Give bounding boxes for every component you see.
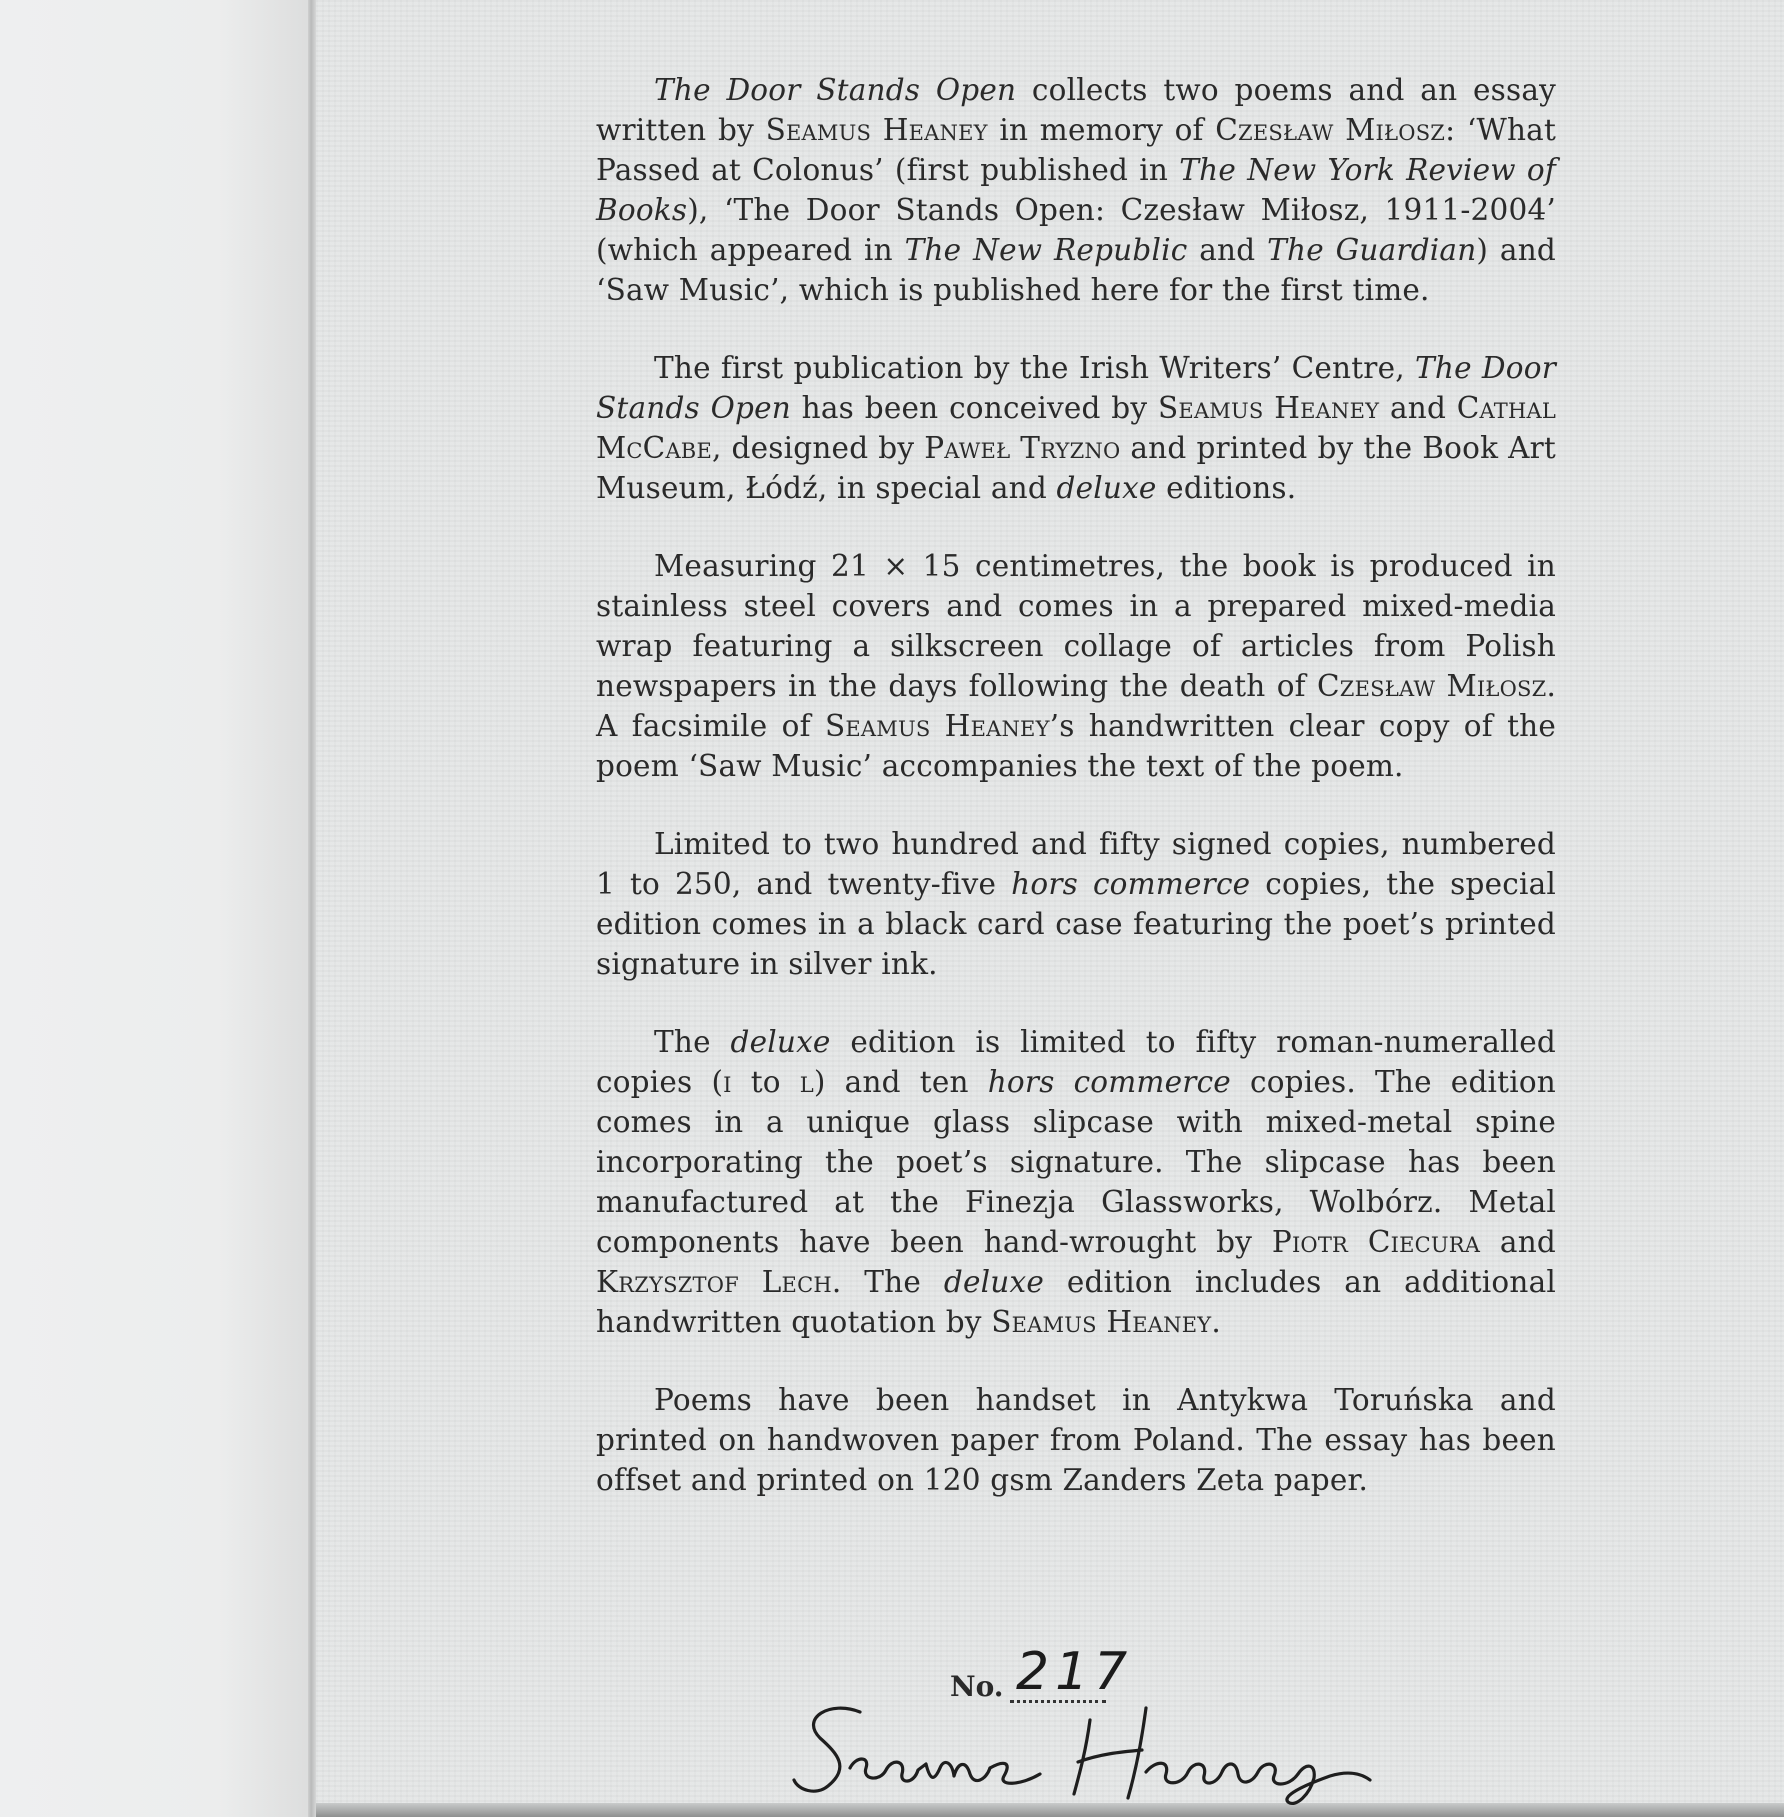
paragraph-text: Poems have been handset in Antykwa Toruńska and printed on handwoven paper from Poland. The essay has been offset and printed on 120 gsm Zanders Zeta paper.	[596, 1383, 1556, 1497]
small-caps-name: Czesław Miłosz	[1317, 669, 1547, 703]
small-caps-name: Seamus Heaney	[1158, 391, 1380, 425]
colophon-paragraph	[596, 70, 1556, 310]
italic-text: deluxe	[943, 1265, 1044, 1299]
paragraph-text: edition is limited to fifty roman-numeralled copies (	[596, 1025, 1556, 1099]
italic-text: The Door Stands Open	[654, 73, 1017, 107]
small-caps-name: Seamus Heaney	[991, 1305, 1212, 1339]
small-caps-name: Krzysztof Lech	[596, 1265, 832, 1299]
small-caps-name: l	[799, 1065, 814, 1099]
italic-text: deluxe	[730, 1025, 831, 1059]
left-facing-page	[0, 0, 312, 1817]
paragraph-text: , designed by	[711, 431, 925, 465]
colophon-paragraph	[596, 1380, 1556, 1500]
paragraph-text: The first publication by the Irish Writers’ Centre,	[654, 351, 1416, 385]
paragraph-text: ) and ‘Saw Music’, which is published here for the first time.	[596, 233, 1556, 307]
number-label: No.	[950, 1670, 1004, 1703]
paragraph-text: Limited to two hundred and fifty signed copies, numbered 1 to 250, and twenty-five	[596, 827, 1556, 901]
paragraph-text: ’s handwritten clear copy of the poem ‘Saw Music’ accompanies the text of the poem.	[596, 709, 1556, 783]
paragraph-text: copies. The edition comes in a unique glass slipcase with mixed-metal spine incorporating the poet’s signature. The slipcase has been manufactured at the Finezja Glassworks, Wolbórz. Metal components have been hand-wrought by	[596, 1065, 1557, 1259]
paragraph-text: . The	[831, 1265, 944, 1299]
colophon-paragraph	[596, 824, 1556, 984]
paragraph-text: and printed by the Book Art Museum, Łódź, in special and	[596, 431, 1556, 505]
small-caps-name: Cathal McCabe	[596, 391, 1556, 465]
italic-text: The Door Stands Open	[596, 351, 1556, 425]
small-caps-name: i	[723, 1065, 732, 1099]
colophon-paragraph	[596, 1022, 1556, 1342]
italic-text: hors commerce	[1011, 867, 1251, 901]
paragraph-text: edition includes an additional handwritten quotation by	[596, 1265, 1556, 1339]
colophon-paragraph	[596, 348, 1556, 508]
paragraph-text: has been conceived by	[790, 391, 1158, 425]
paragraph-text: in memory of	[987, 113, 1216, 147]
small-caps-name: Seamus Heaney	[765, 113, 988, 147]
italic-text: hors commerce	[987, 1065, 1231, 1099]
paragraph-text: to	[731, 1065, 800, 1099]
paragraph-text: . A facsimile of	[596, 669, 1557, 743]
italic-text: The Guardian	[1267, 233, 1477, 267]
paragraph-text: .	[1211, 1305, 1221, 1339]
small-caps-name: Paweł Tryzno	[924, 431, 1121, 465]
italic-text: deluxe	[1056, 471, 1157, 505]
italic-text: The New Republic	[904, 233, 1188, 267]
colophon-paragraph	[596, 546, 1556, 786]
paragraph-text: ) and ten	[813, 1065, 988, 1099]
book-gutter	[308, 0, 316, 1817]
small-caps-name: Czesław Miłosz	[1215, 113, 1446, 147]
paragraph-text: copies, the special edition comes in a black card case featuring the poet’s printed signature in silver ink.	[596, 867, 1557, 981]
paragraph-text: editions.	[1156, 471, 1297, 505]
paragraph-text: ), ‘The Door Stands Open: Czesław Miłosz, 1911-2004’ (which appeared in	[596, 193, 1556, 267]
handwritten-signature	[790, 1690, 1470, 1810]
paragraph-text: Measuring 21 × 15 centimetres, the book is produced in stainless steel covers and comes in a prepared mixed-media wrap featuring a silkscreen collage of articles from Polish newspapers in the days following the death of	[596, 549, 1556, 703]
paragraph-text: and	[1187, 233, 1268, 267]
small-caps-name: Piotr Ciecura	[1271, 1225, 1481, 1259]
colophon-text	[596, 70, 1556, 1538]
paragraph-text: and	[1379, 391, 1457, 425]
paragraph-text: : ‘What Passed at Colonus’ (first published in	[596, 113, 1557, 187]
handwritten-copy-number: 217	[1016, 1642, 1134, 1702]
paragraph-text: and	[1480, 1225, 1556, 1259]
paragraph-text: collects two poems and an essay written by	[596, 73, 1556, 147]
small-caps-name: Seamus Heaney	[824, 709, 1050, 743]
italic-text: The New York Review of Books	[596, 153, 1556, 227]
paragraph-text: The	[654, 1025, 731, 1059]
